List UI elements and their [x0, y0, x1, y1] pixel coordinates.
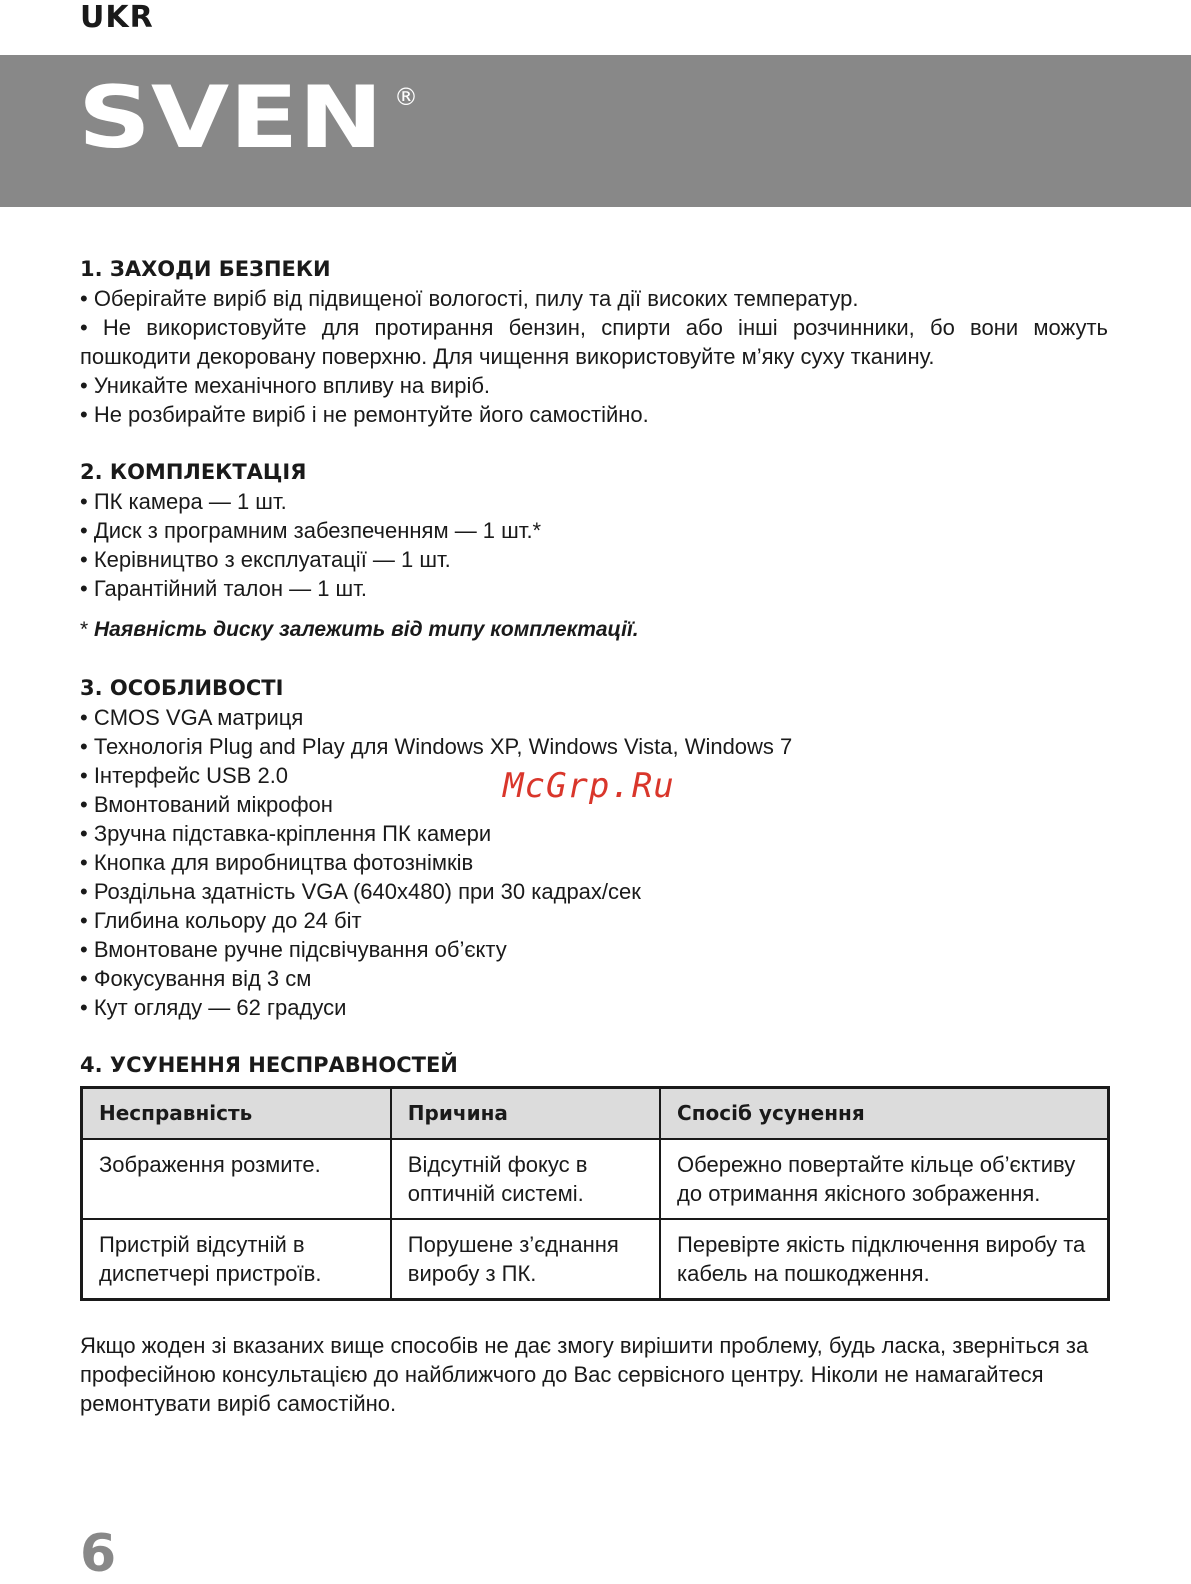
- watermark: McGrp.Ru: [503, 766, 675, 806]
- note-asterisk: *: [80, 618, 95, 641]
- trademark-symbol: ®: [394, 83, 418, 111]
- package-note: [80, 615, 1108, 645]
- troubleshooting-footer: Якщо жоден зі вказаних вище способів не дає змогу вирішити проблему, будь ласка, зверніться за професійною консультацією до найближчого до Вас сервісного центру. Ніколи не намагайтеся ремонтувати виріб самостійно.: [80, 1333, 1089, 1416]
- table-row: [82, 1219, 1109, 1300]
- column-header-cause: Причина: [391, 1088, 660, 1140]
- note-text: Наявність диску залежить від типу комплектації.: [94, 618, 639, 641]
- list-item: • Уникайте механічного впливу на виріб.: [80, 373, 491, 398]
- table-header-row: [82, 1088, 1109, 1140]
- section-title-package: 2. КОМПЛЕКТАЦІЯ: [80, 460, 307, 484]
- list-item: • Вмонтований мікрофон: [80, 792, 333, 817]
- list-item: • Інтерфейс USB 2.0: [80, 763, 289, 788]
- list-item: • Диск з програмним забезпеченням — 1 шт.*: [80, 518, 542, 543]
- list-item: • Не розбирайте виріб і не ремонтуйте його самостійно.: [80, 402, 649, 427]
- list-item: • ПК камера — 1 шт.: [80, 489, 287, 514]
- sven-logo: [78, 79, 423, 159]
- section-title-safety: 1. ЗАХОДИ БЕЗПЕКИ: [80, 257, 331, 281]
- column-header-solution: Спосіб усунення: [660, 1088, 1108, 1140]
- list-item: • Технологія Plug and Play для Windows XP, Windows Vista, Windows 7: [80, 734, 793, 759]
- list-item: • Оберігайте виріб від підвищеної вологості, пилу та дії високих температур.: [80, 286, 859, 311]
- list-item: • Роздільна здатність VGA (640x480) при 30 кадрах/сек: [80, 879, 641, 904]
- list-item: • Зручна підставка-кріплення ПК камери: [80, 821, 492, 846]
- table-row: [82, 1139, 1109, 1219]
- list-item: • Вмонтоване ручне підсвічування об’єкту: [80, 937, 507, 962]
- language-label: UKR: [80, 0, 154, 35]
- table-cell: Порушене з’єднання виробу з ПК.: [391, 1219, 660, 1300]
- column-header-fault: Несправність: [82, 1088, 391, 1140]
- manual-content: [80, 254, 1108, 1418]
- page-number: 6: [80, 1524, 117, 1584]
- list-item: • Гарантійний талон — 1 шт.: [80, 576, 367, 601]
- table-cell: Обережно повертайте кільце об’єктиву до отримання якісного зображення.: [660, 1139, 1108, 1219]
- section-title-features: 3. ОСОБЛИВОСТІ: [80, 676, 284, 700]
- list-item: • Кнопка для виробництва фотознімків: [80, 850, 474, 875]
- list-item: • CMOS VGA матриця: [80, 705, 304, 730]
- troubleshooting-table: [80, 1086, 1110, 1301]
- list-item: • Глибина кольору до 24 біт: [80, 908, 362, 933]
- table-cell: Перевірте якість підключення виробу та кабель на пошкодження.: [660, 1219, 1108, 1300]
- table-cell: Відсутній фокус в оптичній системі.: [391, 1139, 660, 1219]
- section-title-troubleshooting: 4. УСУНЕННЯ НЕСПРАВНОСТЕЙ: [80, 1053, 458, 1077]
- list-item: • Керівництво з експлуатації — 1 шт.: [80, 547, 451, 572]
- header-banner: [0, 55, 1191, 207]
- list-item: • Фокусування від 3 см: [80, 966, 312, 991]
- list-item: • Кут огляду — 62 градуси: [80, 995, 347, 1020]
- table-cell: Пристрій відсутній в диспетчері пристроїв.: [82, 1219, 391, 1300]
- list-item: • Не використовуйте для протирання бензин, спирти або інші розчинники, бо вони можуть пошкодити декоровану поверхню. Для чищення використовуйте м’яку суху тканину.: [80, 315, 1108, 369]
- logo-text: SVEN: [78, 79, 383, 159]
- table-cell: Зображення розмите.: [82, 1139, 391, 1219]
